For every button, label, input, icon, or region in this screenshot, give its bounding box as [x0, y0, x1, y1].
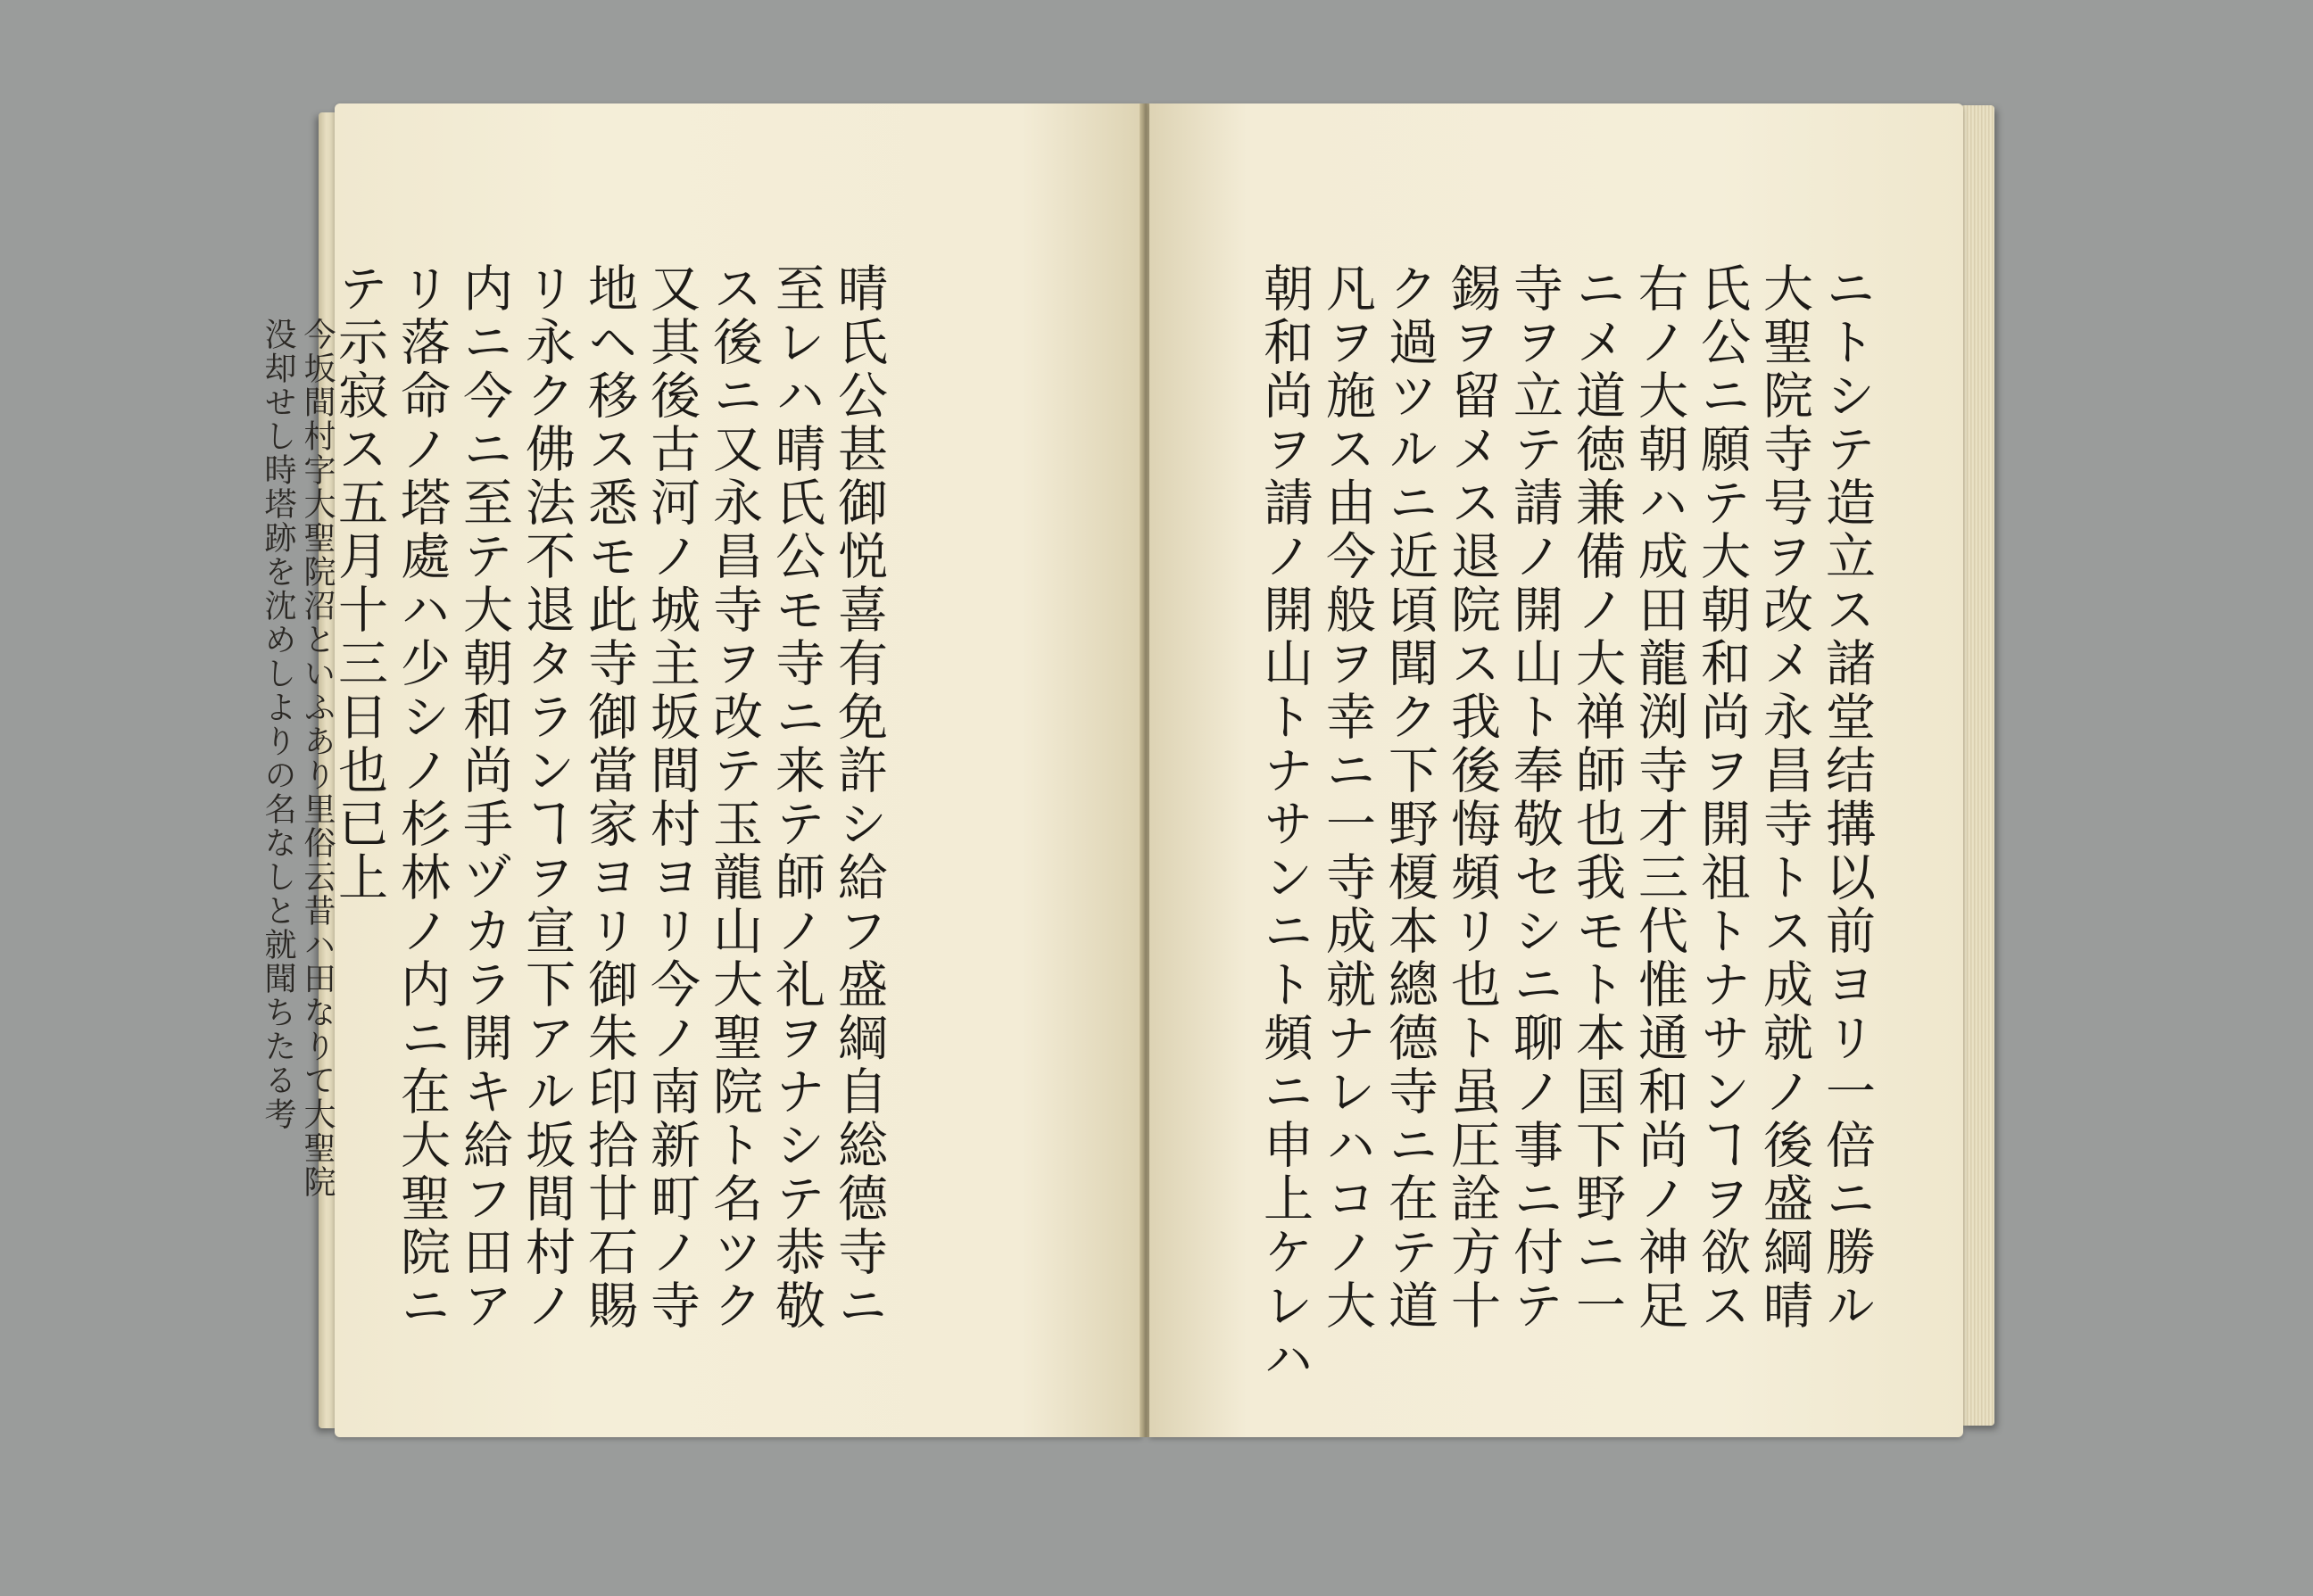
left-col-2: 至レハ晴氏公モ寺ニ来テ師ノ礼ヲナシテ恭敬 [767, 262, 825, 1333]
open-book [260, 96, 1994, 1452]
left-col-6: リ永ク佛法不退タランヿヲ宣下アル坂間村ノ [518, 262, 576, 1333]
left-col-5: 地ヘ移ス悉モ此寺御當家ヨリ御朱印拾廿石賜 [580, 262, 638, 1333]
right-col-2: 大聖院寺号ヲ改メ永昌寺トス成就ノ後盛綱晴 [1755, 262, 1813, 1333]
right-col-1: ニトシテ造立ス諸堂结搆以前ヨリ一倍ニ勝ル [1818, 262, 1876, 1333]
left-annotation-1: 今坂間村字大聖院沼といふあり里俗云昔ハ田なりて大聖院 [299, 318, 336, 1199]
right-col-10: 朝和尚ヲ請ノ開山トナサンニト頻ニ申上ケレハ [1256, 262, 1314, 1386]
left-page [260, 103, 1142, 1437]
left-col-1: 晴氏公甚御悦喜有免許シ給フ盛綱自総德寺ニ [830, 262, 888, 1333]
right-col-3: 氏公ニ願テ大朝和尚ヲ開祖トナサンヿヲ欲ス [1693, 262, 1751, 1333]
right-col-8: ク過ツルニ近頃聞ク下野榎本總德寺ニ在テ道 [1380, 262, 1438, 1333]
right-col-4: 右ノ大朝ハ成田龍渕寺才三代惟通和尚ノ神足 [1630, 262, 1688, 1333]
left-col-4: 又其後古河ノ城主坂間村ヨリ今ノ南新町ノ寺 [642, 262, 701, 1333]
right-col-9: 凡ヲ施ス由今般ヲ幸ニ一寺成就ナレハコノ大 [1318, 262, 1376, 1333]
left-col-7: 内ニ今ニ至テ大朝和尚手ヅカラ開キ給フ田ア [455, 262, 513, 1333]
book-edge-right [1961, 105, 1994, 1426]
left-col-8: リ落命ノ塔處ハ少シノ杉林ノ内ニ在大聖院ニ [393, 262, 451, 1333]
left-col-9: テ示寂ス五月十三日也已上 [330, 262, 388, 905]
left-annotation-2: 没却せし時塔跡を沈めしよりの名なしと就聞ちたる考 [260, 318, 296, 1131]
right-col-6: 寺ヲ立テ請ノ開山ト奉敬セシニ聊ノ事ニ付テ [1505, 262, 1563, 1333]
right-col-5: ニメ道徳兼備ノ大禅師也我モト本国下野ニ一 [1568, 262, 1626, 1333]
right-col-7: 錫ヲ留メス退院ス我後悔頻リ也ト虽圧詮方十 [1443, 262, 1501, 1333]
right-page [1149, 103, 1963, 1437]
left-col-3: ス後ニ又永昌寺ヲ改テ玉龍山大聖院ト名ツク [705, 262, 763, 1333]
